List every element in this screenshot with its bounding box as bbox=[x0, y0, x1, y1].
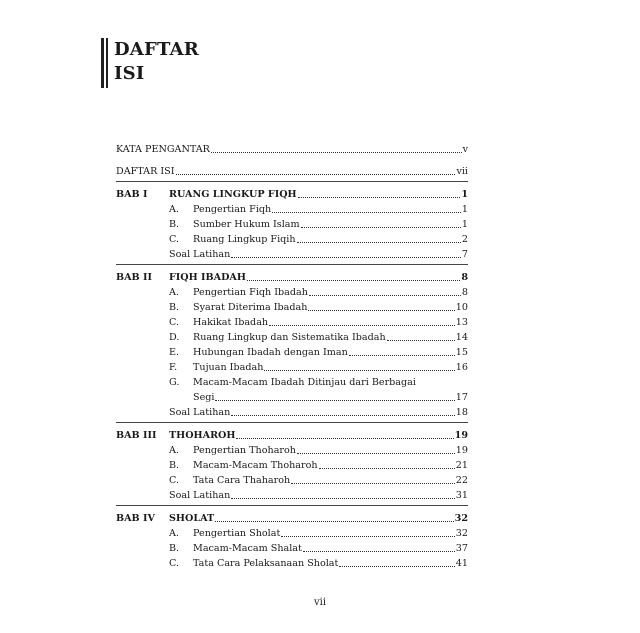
item-label bbox=[193, 377, 468, 389]
chapter-number: BAB I bbox=[116, 189, 148, 200]
item-page: 22 bbox=[455, 475, 468, 486]
chapter-number: BAB II bbox=[116, 272, 152, 283]
item-page: 21 bbox=[455, 460, 468, 471]
chapter-number: BAB III bbox=[116, 430, 157, 441]
item-letter: E. bbox=[169, 347, 180, 358]
item-letter: B. bbox=[169, 460, 180, 471]
toc-entry-kata-pengantar bbox=[116, 141, 468, 156]
item-page: 1 bbox=[461, 204, 468, 215]
item-page: 17 bbox=[455, 392, 468, 403]
item-page: 13 bbox=[455, 317, 468, 328]
chapter-heading-bab-4 bbox=[116, 510, 468, 525]
toc-page: v bbox=[462, 144, 468, 155]
table-of-contents bbox=[116, 141, 468, 570]
item-label: Pengertian Thoharoh bbox=[193, 445, 296, 456]
item-label: Hubungan Ibadah dengan Iman bbox=[193, 347, 348, 358]
item-letter: B. bbox=[169, 302, 180, 313]
toc-soal-latihan bbox=[116, 404, 468, 419]
dot-leader bbox=[215, 400, 454, 401]
toc-subentry bbox=[116, 359, 468, 374]
toc-subentry bbox=[116, 299, 468, 314]
toc-subentry bbox=[116, 231, 468, 246]
toc-subentry bbox=[116, 555, 468, 570]
toc-subentry bbox=[116, 525, 468, 540]
soal-page: 31 bbox=[455, 490, 468, 501]
item-page: 19 bbox=[455, 445, 468, 456]
item-letter: C. bbox=[169, 475, 180, 486]
item-label: Sumber Hukum Islam bbox=[193, 219, 300, 230]
chapter-title: RUANG LINGKUP FIQH bbox=[169, 189, 297, 200]
toc-label: DAFTAR ISI bbox=[116, 166, 175, 177]
item-label: Macam-Macam Thoharoh bbox=[193, 460, 318, 471]
item-label: Pengertian Fiqh bbox=[193, 204, 272, 215]
chapter-heading-bab-2 bbox=[116, 269, 468, 284]
item-page: 8 bbox=[461, 287, 468, 298]
toc-subentry bbox=[116, 344, 468, 359]
item-letter: C. bbox=[169, 558, 180, 569]
dot-leader bbox=[387, 340, 455, 341]
dot-leader bbox=[236, 438, 453, 439]
item-letter: D. bbox=[169, 332, 180, 343]
dot-leader bbox=[298, 197, 461, 198]
dot-leader bbox=[349, 355, 455, 356]
section-divider bbox=[116, 181, 468, 182]
chapter-number: BAB IV bbox=[116, 513, 155, 524]
item-page: 15 bbox=[455, 347, 468, 358]
section-divider bbox=[116, 422, 468, 423]
heading-bar-thin bbox=[106, 38, 108, 88]
item-letter: A. bbox=[169, 445, 179, 456]
toc-entry-daftar-isi bbox=[116, 156, 468, 178]
toc-subentry bbox=[116, 201, 468, 216]
dot-leader bbox=[291, 483, 455, 484]
chapter-title: SHOLAT bbox=[169, 513, 215, 524]
item-letter: A. bbox=[169, 204, 179, 215]
item-letter: C. bbox=[169, 317, 180, 328]
dot-leader bbox=[308, 310, 454, 311]
toc-soal-latihan bbox=[116, 246, 468, 261]
item-letter: G. bbox=[169, 377, 180, 388]
item-page: 32 bbox=[455, 528, 468, 539]
toc-subentry bbox=[116, 329, 468, 344]
dot-leader bbox=[231, 257, 461, 258]
dot-leader bbox=[211, 152, 462, 153]
dot-leader bbox=[176, 174, 456, 175]
dot-leader bbox=[247, 280, 460, 281]
soal-page: 18 bbox=[455, 407, 468, 418]
item-label: Hakikat Ibadah bbox=[193, 317, 269, 328]
item-label-continuation: Segi bbox=[193, 392, 215, 403]
soal-label: Soal Latihan bbox=[169, 249, 231, 260]
toc-subentry bbox=[116, 540, 468, 555]
dot-leader bbox=[303, 551, 455, 552]
item-label: Ruang Lingkup dan Sistematika Ibadah bbox=[193, 332, 386, 343]
title-line-1: DAFTAR bbox=[114, 39, 199, 60]
item-label: Ruang Lingkup Fiqih bbox=[193, 234, 296, 245]
toc-subentry bbox=[116, 472, 468, 487]
chapter-title: FIQH IBADAH bbox=[169, 272, 246, 283]
dot-leader bbox=[309, 295, 461, 296]
toc-subentry-wrapped-line-2 bbox=[116, 389, 468, 404]
item-letter: A. bbox=[169, 287, 179, 298]
section-divider bbox=[116, 505, 468, 506]
toc-subentry bbox=[116, 284, 468, 299]
chapter-page: 8 bbox=[461, 272, 468, 283]
item-page: 1 bbox=[461, 219, 468, 230]
dot-leader bbox=[301, 227, 461, 228]
dot-leader bbox=[281, 536, 454, 537]
soal-label: Soal Latihan bbox=[169, 407, 231, 418]
toc-page: vii bbox=[456, 166, 468, 177]
page-title bbox=[114, 38, 199, 88]
item-page: 16 bbox=[455, 362, 468, 373]
title-line-2: ISI bbox=[114, 63, 145, 84]
toc-subentry bbox=[116, 314, 468, 329]
dot-leader bbox=[319, 468, 455, 469]
chapter-title: THOHAROH bbox=[169, 430, 236, 441]
chapter-page: 19 bbox=[454, 430, 468, 441]
section-divider bbox=[116, 264, 468, 265]
item-label: Tata Cara Pelaksanaan Sholat bbox=[193, 558, 339, 569]
soal-label: Soal Latihan bbox=[169, 490, 231, 501]
toc-subentry bbox=[116, 457, 468, 472]
item-label: Pengertian Sholat bbox=[193, 528, 281, 539]
toc-soal-latihan bbox=[116, 487, 468, 502]
chapter-page: 1 bbox=[461, 189, 468, 200]
item-page: 37 bbox=[455, 543, 468, 554]
item-label: Tata Cara Thaharoh bbox=[193, 475, 291, 486]
item-label: Pengertian Fiqh Ibadah bbox=[193, 287, 308, 298]
item-label: Macam-Macam Shalat bbox=[193, 543, 302, 554]
toc-subentry-wrapped-line-1 bbox=[116, 374, 468, 389]
item-letter: B. bbox=[169, 543, 180, 554]
dot-leader bbox=[231, 415, 455, 416]
item-letter: C. bbox=[169, 234, 180, 245]
chapter-heading-bab-1 bbox=[116, 186, 468, 201]
soal-page: 7 bbox=[461, 249, 468, 260]
item-page: 2 bbox=[461, 234, 468, 245]
chapter-page: 32 bbox=[454, 513, 468, 524]
item-label: Syarat Diterima Ibadah bbox=[193, 302, 308, 313]
heading-bar-thick bbox=[101, 38, 104, 88]
chapter-heading-bab-3 bbox=[116, 427, 468, 442]
item-page: 14 bbox=[455, 332, 468, 343]
page-number: vii bbox=[313, 597, 327, 608]
dot-leader bbox=[269, 325, 455, 326]
dot-leader bbox=[339, 566, 454, 567]
dot-leader bbox=[215, 521, 453, 522]
toc-label: KATA PENGANTAR bbox=[116, 144, 210, 155]
page-heading bbox=[101, 38, 199, 88]
dot-leader bbox=[272, 212, 461, 213]
item-label-part: Macam-Macam Ibadah Ditinjau dari Berbagai bbox=[193, 377, 416, 388]
dot-leader bbox=[264, 370, 454, 371]
item-letter: A. bbox=[169, 528, 179, 539]
dot-leader bbox=[231, 498, 455, 499]
item-letter: F. bbox=[169, 362, 178, 373]
item-letter: B. bbox=[169, 219, 180, 230]
dot-leader bbox=[297, 242, 461, 243]
toc-subentry bbox=[116, 216, 468, 231]
item-page: 10 bbox=[455, 302, 468, 313]
dot-leader bbox=[297, 453, 455, 454]
item-page: 41 bbox=[455, 558, 468, 569]
toc-subentry bbox=[116, 442, 468, 457]
item-label: Tujuan Ibadah bbox=[193, 362, 264, 373]
